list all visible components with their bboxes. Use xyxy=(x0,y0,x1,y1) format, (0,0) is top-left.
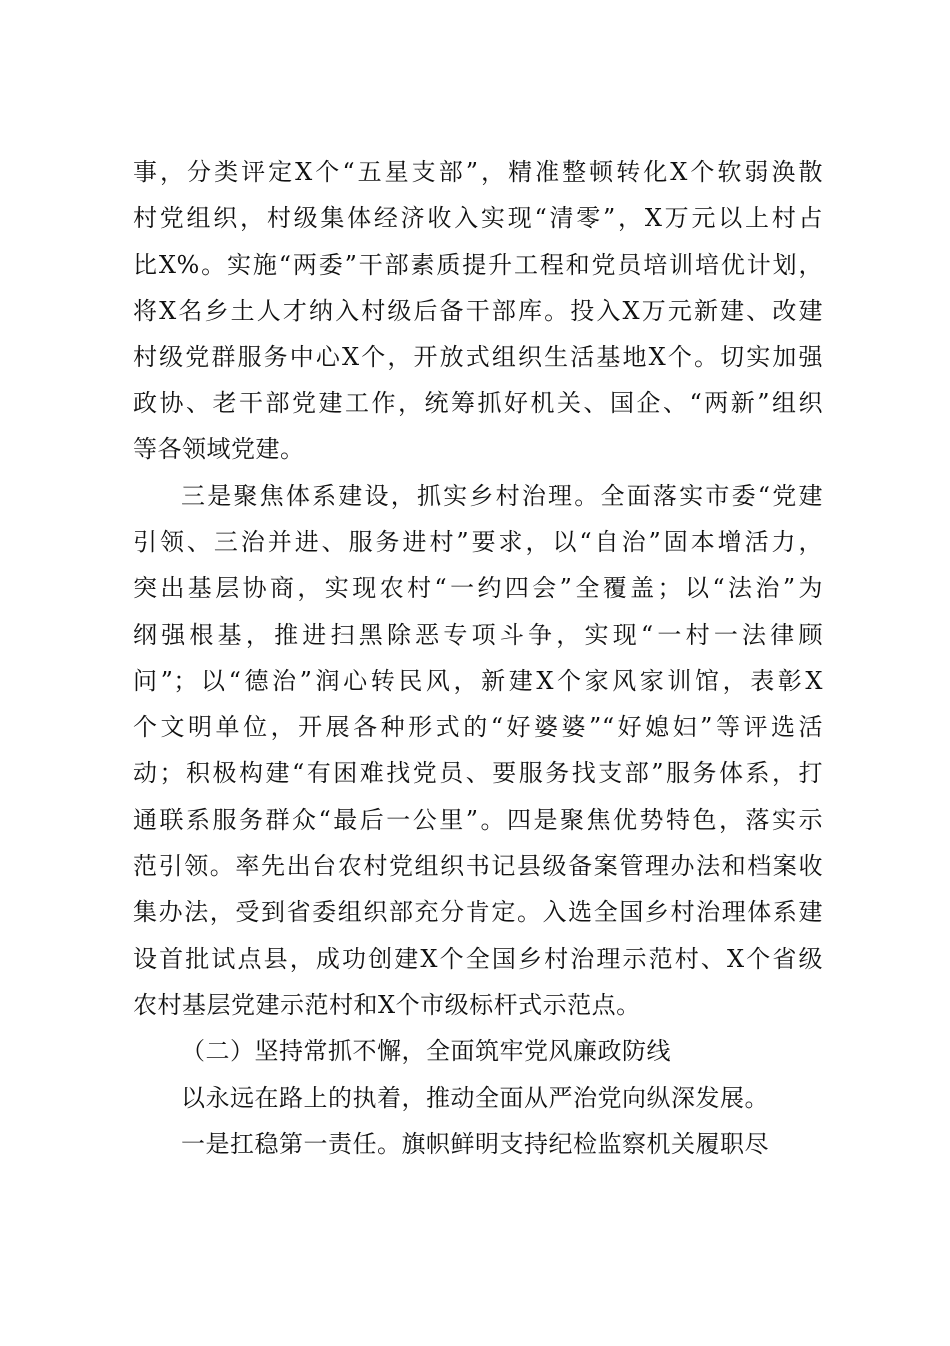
text-line: 动；积极构建“有困难找党员、要服务找支部”服务体系，打 xyxy=(133,759,823,787)
text-line: 突出基层协商，实现农村“一约四会”全覆盖；以“法治”为 xyxy=(133,574,823,602)
text-line: 设首批试点县，成功创建X个全国乡村治理示范村、X个省级 xyxy=(133,945,823,973)
text-line: 政协、老干部党建工作，统筹抓好机关、国企、“两新”组织 xyxy=(133,389,823,417)
text-line: 引领、三治并进、服务进村”要求，以“自治”固本增活力， xyxy=(133,528,823,556)
text-line: 个文明单位，开展各种形式的“好婆婆”“好媳妇”等评选活 xyxy=(133,713,823,741)
text-line: 等各领域党建。 xyxy=(133,435,305,463)
text-line: 以永远在路上的执着，推动全面从严治党向纵深发展。 xyxy=(181,1084,769,1112)
section-heading: （二）坚持常抓不懈，全面筑牢党风廉政防线 xyxy=(181,1037,671,1065)
text-line: 事，分类评定X个“五星支部”，精准整顿转化X个软弱涣散 xyxy=(133,158,823,186)
text-line: 一是扛稳第一责任。旗帜鲜明支持纪检监察机关履职尽 xyxy=(181,1130,769,1158)
text-line: 集办法，受到省委组织部充分肯定。入选全国乡村治理体系建 xyxy=(133,898,823,926)
text-line: 通联系服务群众“最后一公里”。四是聚焦优势特色，落实示 xyxy=(133,806,823,834)
text-line: 将X名乡土人才纳入村级后备干部库。投入X万元新建、改建 xyxy=(133,297,823,325)
text-line: 三是聚焦体系建设，抓实乡村治理。全面落实市委“党建 xyxy=(181,482,823,510)
text-line: 比X%。实施“两委”干部素质提升工程和党员培训培优计划， xyxy=(133,251,823,279)
text-line: 农村基层党建示范村和X个市级标杆式示范点。 xyxy=(133,991,641,1019)
text-line: 问”；以“德治”润心转民风，新建X个家风家训馆，表彰X xyxy=(133,667,823,695)
text-line: 范引领。率先出台农村党组织书记县级备案管理办法和档案收 xyxy=(133,852,823,880)
text-line: 村级党群服务中心X个，开放式组织生活基地X个。切实加强 xyxy=(133,343,823,371)
text-line: 纲强根基，推进扫黑除恶专项斗争，实现“一村一法律顾 xyxy=(133,621,823,649)
text-line: 村党组织，村级集体经济收入实现“清零”，X万元以上村占 xyxy=(133,204,823,232)
